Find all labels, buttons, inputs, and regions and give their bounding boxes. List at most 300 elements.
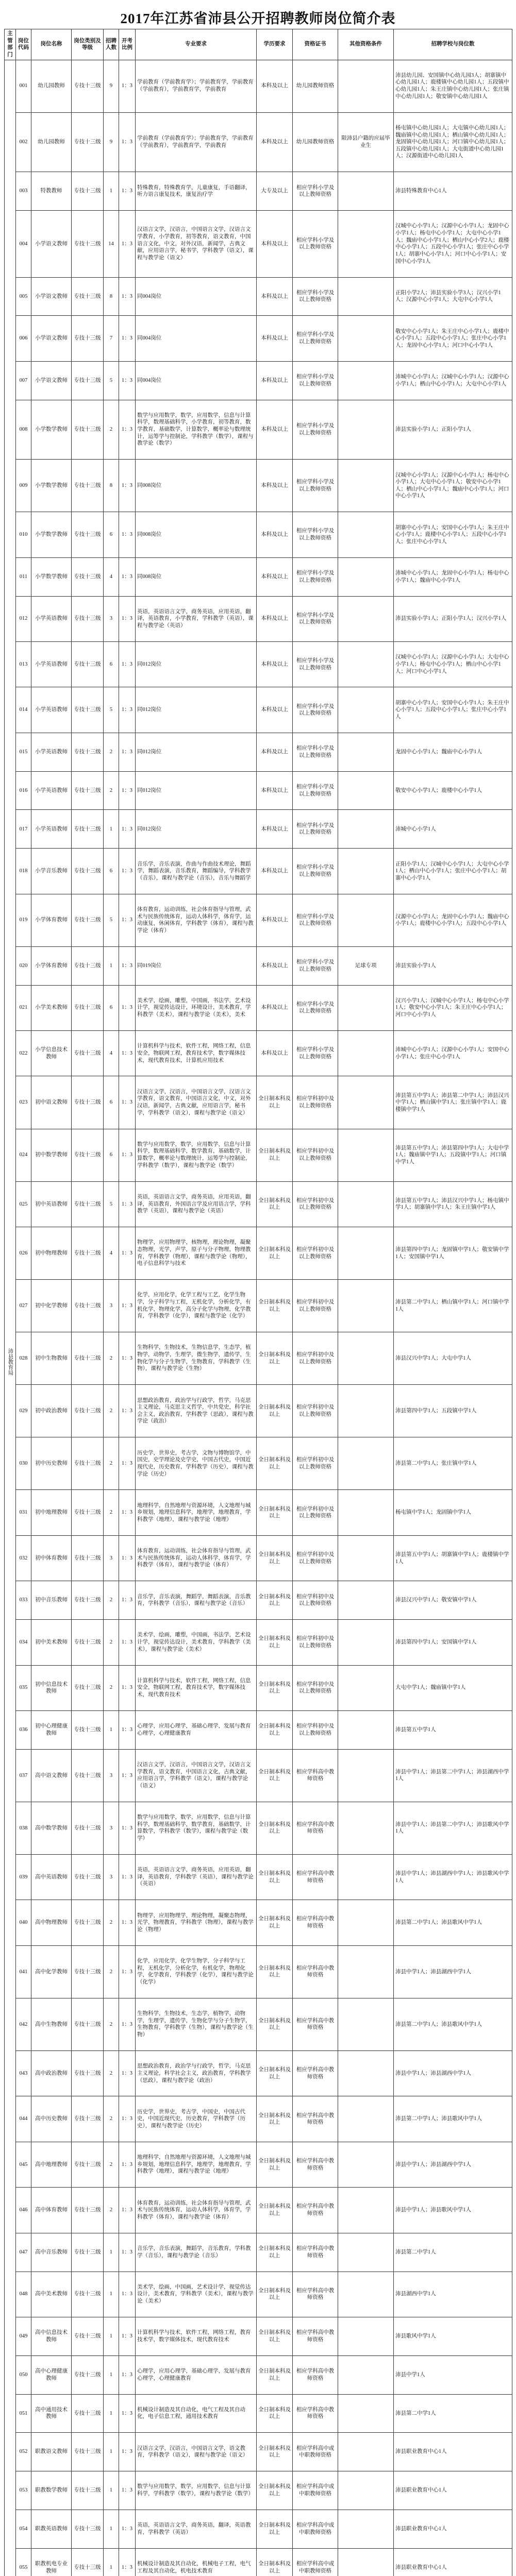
- cell-education: 本科及以上: [257, 687, 293, 733]
- cell-category: 专技十三级: [72, 1802, 104, 1854]
- cell-code: 026: [16, 1227, 31, 1280]
- cell-certificate: 相应学科小学及以上教师资格: [293, 1031, 338, 1076]
- cell-education: 全日制本科及以上: [257, 2394, 293, 2433]
- cell-code: 009: [16, 460, 31, 512]
- cell-major: 地理科学，自然地理与资源环境，人文地理与城乡规划，地理信息科学，地理学，地理教育，学科教学（地理），课程与教学论（地理）: [136, 2142, 257, 2187]
- cell-ratio: 1：3: [119, 277, 136, 316]
- cell-code: 038: [16, 1802, 31, 1854]
- cell-category: 专技十三级: [72, 946, 104, 985]
- cell-schools: 敬安中心小学1人；鹿楼中心小学1人: [394, 771, 512, 810]
- cell-schools: 沛县中学1人；沛县第二中学1人；沛县歌风中学1人: [394, 1802, 512, 1854]
- col-header-education: 学历要求: [257, 29, 293, 60]
- table-row: [5, 361, 512, 400]
- cell-code: 024: [16, 1129, 31, 1181]
- cell-major: 机械设计制造及其自动化，电气工程及其自动化，电子信息工程，通用技术教育: [136, 2394, 257, 2433]
- cell-schools: 沛县第四中学1人；龙固镇中学1人；敬安镇中学1人；安国镇中学1人: [394, 1227, 512, 1280]
- cell-ratio: 1：3: [119, 2394, 136, 2433]
- cell-code: 013: [16, 642, 31, 687]
- cell-other: [338, 1332, 394, 1385]
- cell-name: 初中音乐教师: [31, 1581, 72, 1620]
- cell-schools: 沛县湖西中学1人: [394, 2272, 512, 2317]
- cell-certificate: 相应学科小学及以上教师资格: [293, 733, 338, 771]
- cell-number: 4: [104, 557, 119, 596]
- cell-other: [338, 2096, 394, 2142]
- cell-education: 本科及以上: [257, 1031, 293, 1076]
- cell-category: 专技十三级: [72, 1332, 104, 1385]
- cell-schools: 沛县中学1人: [394, 2355, 512, 2394]
- cell-education: 全日制本科及以上: [257, 1581, 293, 1620]
- cell-ratio: 1：3: [119, 2510, 136, 2548]
- cell-name: 高中通用技术教师: [31, 2394, 72, 2433]
- cell-certificate: 相应学科小学及以上教师资格: [293, 894, 338, 946]
- col-header-code: 岗位代码: [16, 29, 31, 60]
- cell-major: 同004岗位: [136, 361, 257, 400]
- cell-other: [338, 316, 394, 361]
- cell-certificate: 相应学科初中及以上教师资格: [293, 1581, 338, 1620]
- cell-education: 全日制本科及以上: [257, 1998, 293, 2050]
- cell-code: 027: [16, 1280, 31, 1332]
- cell-number: 3: [104, 596, 119, 641]
- cell-schools: 沛县第五中学1人；胡寨镇中学1人；鹿楼镇中学1人: [394, 1535, 512, 1581]
- cell-number: 2: [104, 1620, 119, 1665]
- cell-number: 1: [104, 172, 119, 211]
- cell-certificate: 相应学科小学及以上教师资格: [293, 985, 338, 1030]
- cell-code: 053: [16, 2471, 31, 2510]
- table-row: [5, 810, 512, 849]
- cell-major: 美术学，绘画，中国画，艺术设计学，视觉传达设计，美术教育，学科教学（美术），课程与教学论（美术）: [136, 2272, 257, 2317]
- cell-education: 全日制本科及以上: [257, 2355, 293, 2394]
- cell-ratio: 1：3: [119, 172, 136, 211]
- cell-number: 1: [104, 2317, 119, 2355]
- cell-number: 2: [104, 1998, 119, 2050]
- cell-name: 小学英语教师: [31, 642, 72, 687]
- cell-certificate: 相应学科小学及以上教师资格: [293, 771, 338, 810]
- cell-certificate: 相应学科小学及以上教师资格: [293, 316, 338, 361]
- cell-ratio: 1：3: [119, 1535, 136, 1581]
- cell-category: 专技十三级: [72, 2272, 104, 2317]
- cell-other: [338, 400, 394, 460]
- cell-code: 025: [16, 1181, 31, 1227]
- cell-other: [338, 277, 394, 316]
- cell-ratio: 1：3: [119, 112, 136, 172]
- cell-code: 003: [16, 172, 31, 211]
- cell-major: 特殊教育，特殊教育学，儿童康复，手语翻译，听力语言康复技术，康复治疗学: [136, 172, 257, 211]
- cell-schools: 沛县第五中学1人；沛县第四中学1人；大屯中学1人；魏庙镇中学1人；五段镇中学1人；河口镇中学1人: [394, 1129, 512, 1181]
- table-row: [5, 1581, 512, 1620]
- col-header-name: 岗位名称: [31, 29, 72, 60]
- cell-code: 017: [16, 810, 31, 849]
- cell-ratio: 1：3: [119, 316, 136, 361]
- cell-ratio: 1：3: [119, 1332, 136, 1385]
- cell-other: [338, 1076, 394, 1129]
- cell-category: 专技十三级: [72, 2548, 104, 2576]
- table-row: [5, 400, 512, 460]
- cell-number: 1: [104, 1711, 119, 1750]
- cell-other: [338, 1280, 394, 1332]
- cell-certificate: 相应学科高中教师资格: [293, 2233, 338, 2272]
- cell-major: 数学与应用数学，数学，应用数学，信息与计算科学，数理基础科学，数学教育，基础数学，计算数学，学科教学（数学），课程与教学论（数学）: [136, 1802, 257, 1854]
- cell-education: 全日制本科及以上: [257, 1280, 293, 1332]
- cell-category: 专技十三级: [72, 985, 104, 1030]
- cell-education: 全日制本科及以上: [257, 1227, 293, 1280]
- cell-ratio: 1：3: [119, 1437, 136, 1490]
- cell-major: 同008岗位: [136, 557, 257, 596]
- cell-schools: 沛县歌风中学1人: [394, 2317, 512, 2355]
- cell-code: 044: [16, 2096, 31, 2142]
- table-row: [5, 1945, 512, 1998]
- cell-other: [338, 849, 394, 894]
- cell-other: [338, 642, 394, 687]
- cell-certificate: 相应学科高中教师资格: [293, 1802, 338, 1854]
- cell-category: 专技十三级: [72, 1945, 104, 1998]
- cell-category: 专技十三级: [72, 2233, 104, 2272]
- cell-major: 同012岗位: [136, 810, 257, 849]
- cell-major: 同008岗位: [136, 460, 257, 512]
- table-row: [5, 2355, 512, 2394]
- cell-major: 音乐学，音乐表演，作曲与作曲技术理论，舞蹈学，舞蹈表演，音乐教育，舞蹈编导，学科教学（音乐），课程与教学论（音乐），音乐与舞蹈学: [136, 849, 257, 894]
- cell-major: 体育教育，运动训练，社会体育指导与管理，武术与民族传统体育，运动人体科学，体育学，运动康复，休闲体育，学科教学（体育），课程与教学论（体育）: [136, 894, 257, 946]
- cell-number: 6: [104, 642, 119, 687]
- cell-schools: 沛县实验小学1人；正阳小学1人: [394, 400, 512, 460]
- cell-ratio: 1：3: [119, 1031, 136, 1076]
- cell-schools: 沛县汉兴中学1人；敬安镇中学1人: [394, 1581, 512, 1620]
- cell-number: 6: [104, 849, 119, 894]
- cell-ratio: 1：3: [119, 1945, 136, 1998]
- cell-schools: 沛县第四中学1人；五段镇中学1人: [394, 1385, 512, 1437]
- col-header-dept: 主管部门: [5, 29, 16, 60]
- cell-category: 专技十三级: [72, 2471, 104, 2510]
- cell-code: 014: [16, 687, 31, 733]
- cell-schools: 沛县汉兴中学1人；大屯中学1人: [394, 1332, 512, 1385]
- cell-category: 专技十三级: [72, 1227, 104, 1280]
- cell-name: 初中物理教师: [31, 1227, 72, 1280]
- cell-schools: 敬安中心小学1人；朱王庄中心小学1人；鹿楼中心小学1人；五段中心小学1人；张庄中心小学1人；龙固中心小学1人；河口中心小学1人: [394, 316, 512, 361]
- cell-certificate: 相应学科小学及以上教师资格: [293, 849, 338, 894]
- cell-certificate: 相应学科高中教师资格: [293, 2188, 338, 2233]
- cell-category: 专技十三级: [72, 460, 104, 512]
- cell-category: 专技十三级: [72, 2188, 104, 2233]
- table-header-row: [5, 29, 512, 60]
- table-row: [5, 2548, 512, 2576]
- cell-major: 同004岗位: [136, 277, 257, 316]
- cell-schools: 沛县第二中学1人: [394, 2394, 512, 2433]
- cell-name: 高中音乐教师: [31, 2233, 72, 2272]
- cell-schools: 沛城中心小学1人；汉城中心小学1人；汉源中心小学1人；栖山中心小学1人；大屯中心小学1人: [394, 361, 512, 400]
- cell-major: 数学与应用数学，数学，应用数学，信息与计算科学，数理基础科学，小学教育，初等教育，数学教育，基础数学，计算数学，概率论与数理统计，运筹学与控制论，学科教学（数学），课程与教学论（数学）: [136, 400, 257, 460]
- cell-name: 初中地理教师: [31, 1490, 72, 1535]
- cell-certificate: 相应学科初中及以上教师资格: [293, 1280, 338, 1332]
- col-header-ratio: 开考比例: [119, 29, 136, 60]
- cell-education: 本科及以上: [257, 316, 293, 361]
- cell-ratio: 1：3: [119, 2548, 136, 2576]
- cell-certificate: 相应学科高中教师资格: [293, 1749, 338, 1802]
- cell-education: 本科及以上: [257, 771, 293, 810]
- cell-certificate: 相应学科小学及以上教师资格: [293, 361, 338, 400]
- table-row: [5, 2233, 512, 2272]
- cell-name: 高中生物教师: [31, 1998, 72, 2050]
- cell-number: 5: [104, 1181, 119, 1227]
- cell-major: 学前教育（学前教育学）；学前教育学，学前教育（学前教育），学前教育学，学前教育: [136, 112, 257, 172]
- cell-category: 专技十三级: [72, 172, 104, 211]
- cell-code: 042: [16, 1998, 31, 2050]
- table-row: [5, 946, 512, 985]
- cell-number: 2: [104, 1437, 119, 1490]
- cell-code: 033: [16, 1581, 31, 1620]
- cell-category: 专技十三级: [72, 1031, 104, 1076]
- cell-certificate: 相应学科高中教师资格: [293, 2355, 338, 2394]
- cell-number: 3: [104, 1854, 119, 1900]
- cell-code: 001: [16, 60, 31, 112]
- cell-schools: 胡寨中心小学1人；安国中心小学1人；朱王庄中心小学1人；鹿楼中心小学1人；五段中心小学1人；张庄中心小学1人: [394, 512, 512, 557]
- cell-certificate: 相应学科初中及以上教师资格: [293, 1227, 338, 1280]
- cell-code: 050: [16, 2355, 31, 2394]
- cell-education: 全日制本科及以上: [257, 1332, 293, 1385]
- cell-schools: 沛县中学1人；沛县湖西中学1人: [394, 2050, 512, 2096]
- cell-name: 高中体育教师: [31, 2188, 72, 2233]
- cell-number: 3: [104, 1535, 119, 1581]
- cell-other: [338, 1385, 394, 1437]
- cell-major: 同012岗位: [136, 733, 257, 771]
- cell-code: 008: [16, 400, 31, 460]
- cell-ratio: 1：3: [119, 1802, 136, 1854]
- cell-major: 生物科学，生物技术，生物信息学，生态学，植物学，动物学，生理学，微生物学，遗传学，生物化学与分子生物学，生物教育，学科教学（生物），课程与教学论（生物）: [136, 1332, 257, 1385]
- cell-code: 031: [16, 1490, 31, 1535]
- cell-category: 专技十三级: [72, 1181, 104, 1227]
- cell-ratio: 1：3: [119, 2050, 136, 2096]
- cell-ratio: 1：3: [119, 2096, 136, 2142]
- cell-major: 美术学，绘画，雕塑，中国画，书法学，艺术设计学，视觉传达设计，美术教育，学科教学（美术），课程与教学论（美术）: [136, 1620, 257, 1665]
- cell-ratio: 1：3: [119, 2233, 136, 2272]
- cell-ratio: 1：3: [119, 557, 136, 596]
- table-row: [5, 1998, 512, 2050]
- cell-certificate: 相应学科小学及以上教师资格: [293, 172, 338, 211]
- cell-education: 全日制本科及以上: [257, 2272, 293, 2317]
- cell-certificate: 相应学科初中及以上教师资格: [293, 1490, 338, 1535]
- cell-education: 全日制本科及以上: [257, 2433, 293, 2471]
- cell-major: 历史学，世界史，考古学，中国史，中国古代史，中国近现代史，历史教育，学科教学（历史），课程与教学论（历史）: [136, 2096, 257, 2142]
- cell-number: 2: [104, 400, 119, 460]
- cell-category: 专技十三级: [72, 1900, 104, 1945]
- cell-education: 全日制本科及以上: [257, 1490, 293, 1535]
- cell-schools: 沛县第二中学1人；沛县歌风中学1人: [394, 1900, 512, 1945]
- cell-number: 2: [104, 771, 119, 810]
- cell-name: 高中美术教师: [31, 2272, 72, 2317]
- cell-schools: 杨屯镇中学1人；龙固镇中学1人: [394, 1490, 512, 1535]
- cell-name: 小学英语教师: [31, 771, 72, 810]
- cell-code: 043: [16, 2050, 31, 2096]
- cell-code: 035: [16, 1665, 31, 1710]
- cell-major: 生物科学，生物技术，生态学，植物学，动物学，生理学，遗传学，生物化学与分子生物学，生物教育，学科教学（生物），课程与教学论（生物）: [136, 1998, 257, 2050]
- cell-certificate: 相应学科初中及以上教师资格: [293, 1711, 338, 1750]
- cell-other: [338, 1711, 394, 1750]
- cell-major: 同012岗位: [136, 687, 257, 733]
- cell-other: [338, 687, 394, 733]
- cell-certificate: 相应学科小学及以上教师资格: [293, 400, 338, 460]
- cell-number: 1: [104, 2548, 119, 2576]
- cell-other: [338, 894, 394, 946]
- cell-number: 3: [104, 1280, 119, 1332]
- cell-code: 007: [16, 361, 31, 400]
- cell-certificate: 相应学科小学及以上教师资格: [293, 557, 338, 596]
- cell-name: 小学英语教师: [31, 733, 72, 771]
- cell-ratio: 1：3: [119, 2355, 136, 2394]
- cell-category: 专技十三级: [72, 849, 104, 894]
- cell-schools: 汉城中心小学1人；汉源中心小学1人；龙固中心小学1人；杨屯中心小学1人；大屯中心小学1人；魏庙中心小学1人；栖山中心小学2人；鹿楼中心小学1人；五段中心小学1人；张庄中心小学1人；胡寨中心小学1人；河口中心小学1人；安国中心小学1人: [394, 211, 512, 277]
- cell-schools: 汉源中心小学1人；龙固中心小学1人；魏庙中心小学1人；鹿楼中心小学1人；五段中心小学1人: [394, 894, 512, 946]
- cell-major: 英语，英语语言文学，商务英语，应用英语，翻译，英语教育，小学教育，学科教学（英语），课程与教学论（英语）: [136, 596, 257, 641]
- cell-schools: 沛县职业教育中心1人: [394, 2471, 512, 2510]
- cell-schools: 沛县第五中学1人；沛县汉兴中学1人；杨屯镇中学1人；胡寨镇中学1人；朱王庄镇中学1人: [394, 1181, 512, 1227]
- cell-category: 专技十三级: [72, 2510, 104, 2548]
- cell-other: [338, 1900, 394, 1945]
- cell-education: 全日制本科及以上: [257, 1620, 293, 1665]
- cell-certificate: 相应学科小学及以上教师资格: [293, 211, 338, 277]
- col-header-schools: 招聘学校与岗位数: [394, 29, 512, 60]
- cell-number: 1: [104, 2510, 119, 2548]
- cell-category: 专技十三级: [72, 1998, 104, 2050]
- cell-name: 初中数学教师: [31, 1129, 72, 1181]
- cell-certificate: 相应学科初中及以上教师资格: [293, 1665, 338, 1710]
- table-row: [5, 2471, 512, 2510]
- cell-other: [338, 361, 394, 400]
- table-row: [5, 1711, 512, 1750]
- cell-category: 专技十三级: [72, 771, 104, 810]
- cell-code: 015: [16, 733, 31, 771]
- page-title: 2017年江苏省沛县公开招聘教师岗位简介表: [120, 11, 396, 26]
- cell-category: 专技十三级: [72, 1535, 104, 1581]
- cell-number: 2: [104, 2188, 119, 2233]
- cell-name: 幼儿园教师: [31, 112, 72, 172]
- cell-education: 本科及以上: [257, 642, 293, 687]
- cell-schools: 胡寨中心小学1人；安国中心小学1人；朱王庄中心小学1人；五段中心小学1人；张庄中心小学1人: [394, 687, 512, 733]
- cell-major: 心理学，应用心理学，基础心理学，发展与教育心理学，心理健康教育: [136, 1711, 257, 1750]
- cell-category: 专技十三级: [72, 557, 104, 596]
- cell-name: 小学语文教师: [31, 316, 72, 361]
- cell-schools: 沛县实验小学1人；正阳小学1人；汉兴小学1人: [394, 596, 512, 641]
- table-row: [5, 2317, 512, 2355]
- cell-number: 9: [104, 60, 119, 112]
- cell-ratio: 1：3: [119, 1181, 136, 1227]
- cell-other: [338, 1227, 394, 1280]
- cell-certificate: 相应学科高中教师资格: [293, 1900, 338, 1945]
- cell-number: 5: [104, 687, 119, 733]
- cell-major: 物理学，应用物理学，理论物理，凝聚态物理，光学，物理教育，学科教学（物理），课程与教学论（物理）: [136, 1900, 257, 1945]
- cell-category: 专技十三级: [72, 277, 104, 316]
- cell-category: 专技十三级: [72, 1711, 104, 1750]
- cell-education: 全日制本科及以上: [257, 2188, 293, 2233]
- cell-schools: 沛县中学1人；沛县歌风中学1人: [394, 2188, 512, 2233]
- cell-category: 专技十三级: [72, 810, 104, 849]
- cell-code: 039: [16, 1854, 31, 1900]
- cell-certificate: 相应学科初中及以上教师资格: [293, 1332, 338, 1385]
- cell-category: 专技十三级: [72, 112, 104, 172]
- cell-name: 小学数学教师: [31, 557, 72, 596]
- cell-number: 1: [104, 810, 119, 849]
- cell-category: 专技十三级: [72, 1385, 104, 1437]
- cell-name: 高中英语教师: [31, 1854, 72, 1900]
- cell-schools: 沛县第四中学1人；安国镇中学1人: [394, 1620, 512, 1665]
- cell-category: 专技十三级: [72, 1749, 104, 1802]
- cell-major: 美术学，绘画，雕塑，中国画，书法学，艺术设计学，视觉传达设计，环境设计，美术教育，学科教学（美术），课程与教学论（美术），美术: [136, 985, 257, 1030]
- cell-education: 本科及以上: [257, 361, 293, 400]
- cell-category: 专技十三级: [72, 1581, 104, 1620]
- cell-code: 006: [16, 316, 31, 361]
- cell-major: 同012岗位: [136, 642, 257, 687]
- cell-education: 全日制本科及以上: [257, 1535, 293, 1581]
- cell-code: 032: [16, 1535, 31, 1581]
- cell-other: [338, 1802, 394, 1854]
- cell-category: 专技十三级: [72, 361, 104, 400]
- cell-education: 本科及以上: [257, 810, 293, 849]
- cell-schools: 杨屯镇中心幼儿园1人；大屯镇中心幼儿园1人；魏庙镇中心幼儿园1人；栖山镇中心幼儿园1人；龙固镇中心幼儿园1人；河口镇中心幼儿园1人；五段镇中心幼儿园1人；大屯街道中心幼儿园1人；汉源街道中心幼儿园1人: [394, 112, 512, 172]
- cell-education: 本科及以上: [257, 946, 293, 985]
- cell-number: 1: [104, 2394, 119, 2433]
- cell-education: 本科及以上: [257, 733, 293, 771]
- table-row: [5, 2272, 512, 2317]
- cell-major: 体育教育，运动训练，社会体育指导与管理，武术与民族传统体育，运动人体科学，体育学，学科教学（体育），课程与教学论（体育）: [136, 2188, 257, 2233]
- cell-code: 047: [16, 2233, 31, 2272]
- cell-education: 本科及以上: [257, 277, 293, 316]
- table-row: [5, 2510, 512, 2548]
- cell-other: [338, 985, 394, 1030]
- cell-other: [338, 1581, 394, 1620]
- cell-ratio: 1：3: [119, 1385, 136, 1437]
- cell-major: 英语，英语语言文学，商务英语，翻译，英语教育，学科教学（英语）: [136, 2510, 257, 2548]
- cell-name: 小学语文教师: [31, 361, 72, 400]
- cell-education: 本科及以上: [257, 460, 293, 512]
- cell-other: [338, 596, 394, 641]
- cell-name: 小学语文教师: [31, 211, 72, 277]
- cell-category: 专技十三级: [72, 1490, 104, 1535]
- cell-other: [338, 1665, 394, 1710]
- cell-ratio: 1：3: [119, 1854, 136, 1900]
- cell-education: 全日制本科及以上: [257, 2142, 293, 2187]
- table-row: [5, 1437, 512, 1490]
- cell-schools: 龙固中心小学1人；魏庙中心小学1人: [394, 733, 512, 771]
- cell-education: 全日制本科及以上: [257, 2510, 293, 2548]
- cell-other: [338, 460, 394, 512]
- cell-category: 专技十三级: [72, 1280, 104, 1332]
- table-row: [5, 687, 512, 733]
- cell-other: [338, 512, 394, 557]
- cell-name: 高中数学教师: [31, 1802, 72, 1854]
- cell-major: 同008岗位: [136, 512, 257, 557]
- table-row: [5, 1900, 512, 1945]
- cell-certificate: 相应学科高中教师资格: [293, 1998, 338, 2050]
- cell-other: [338, 1031, 394, 1076]
- cell-code: 021: [16, 985, 31, 1030]
- cell-ratio: 1：3: [119, 1581, 136, 1620]
- cell-education: 本科及以上: [257, 985, 293, 1030]
- cell-schools: 沛县中学1人；沛县湖西中学1人: [394, 1945, 512, 1998]
- cell-number: 4: [104, 1031, 119, 1076]
- cell-code: 037: [16, 1749, 31, 1802]
- cell-name: 高中物理教师: [31, 1900, 72, 1945]
- cell-ratio: 1：3: [119, 1076, 136, 1129]
- cell-schools: 大屯中学1人；魏庙镇中学1人: [394, 1665, 512, 1710]
- cell-schools: 汉城中心小学1人；汉源中心小学1人；大屯中心小学1人；杨屯中心小学1人；栖山中心小学1人；河口中心小学1人: [394, 642, 512, 687]
- cell-ratio: 1：3: [119, 771, 136, 810]
- cell-education: 全日制本科及以上: [257, 2096, 293, 2142]
- cell-other: [338, 1854, 394, 1900]
- cell-name: 小学美术教师: [31, 985, 72, 1030]
- cell-number: 6: [104, 985, 119, 1030]
- cell-category: 专技十三级: [72, 1620, 104, 1665]
- cell-major: 英语，英语语言文学，商务英语，应用英语，翻译，英语教育，外国语言学及应用语言学，学科教学（英语），课程与教学论（英语）: [136, 1181, 257, 1227]
- cell-ratio: 1：3: [119, 1129, 136, 1181]
- table-row: [5, 1854, 512, 1900]
- cell-name: 小学体育教师: [31, 894, 72, 946]
